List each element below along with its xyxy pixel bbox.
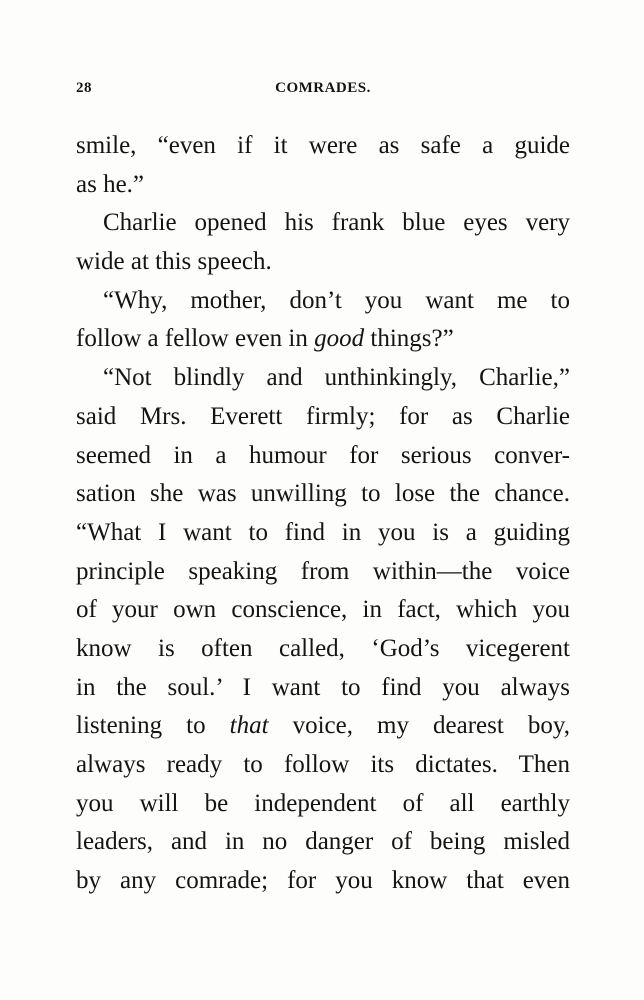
text-line: you will be independent of all earthly (76, 789, 570, 817)
text-line: by any comrade; for you know that even (76, 867, 570, 895)
text-line: leaders, and in no danger of being misled (76, 828, 570, 856)
text-run: things?” (364, 325, 454, 353)
text-line: smile, “even if it were as safe a guide (76, 132, 570, 159)
text-line: always ready to follow its dictates. Then (76, 751, 570, 778)
text-run: voice, my dearest boy, (268, 712, 570, 740)
text-line: said Mrs. Everett firmly; for as Charlie (76, 402, 570, 430)
running-title: COMRADES. (275, 80, 371, 96)
text-line: wide at this speech. (76, 248, 272, 276)
page-number: 28 (76, 80, 92, 96)
italic-word: that (229, 712, 269, 740)
text-line: as he.” (76, 170, 145, 198)
italic-word: good (314, 325, 365, 353)
text-line: of your own conscience, in fact, which you (76, 596, 570, 624)
text-line: seemed in a humour for serious conver- (76, 441, 570, 469)
text-line: know is often called, ‘God’s vicegerent (76, 634, 570, 662)
text-line: sation she was unwilling to lose the chance. (76, 480, 570, 508)
text-line (76, 320, 570, 359)
text-run: follow a fellow even in (76, 325, 315, 353)
paragraph-first-line: Charlie opened his frank blue eyes very (103, 209, 570, 237)
text-line: principle speaking from within—the voice (76, 557, 570, 585)
paragraph-first-line: “Not blindly and unthinkingly, Charlie,” (103, 364, 570, 392)
text-line: “What I want to find in you is a guiding (76, 518, 570, 546)
body-text (76, 127, 570, 901)
text-line: in the soul.’ I want to find you always (76, 673, 570, 701)
text-run: listening to (76, 712, 230, 740)
page-header (76, 80, 570, 102)
paragraph-first-line: “Why, mother, don’t you want me to (103, 286, 570, 314)
text-line (76, 707, 570, 746)
